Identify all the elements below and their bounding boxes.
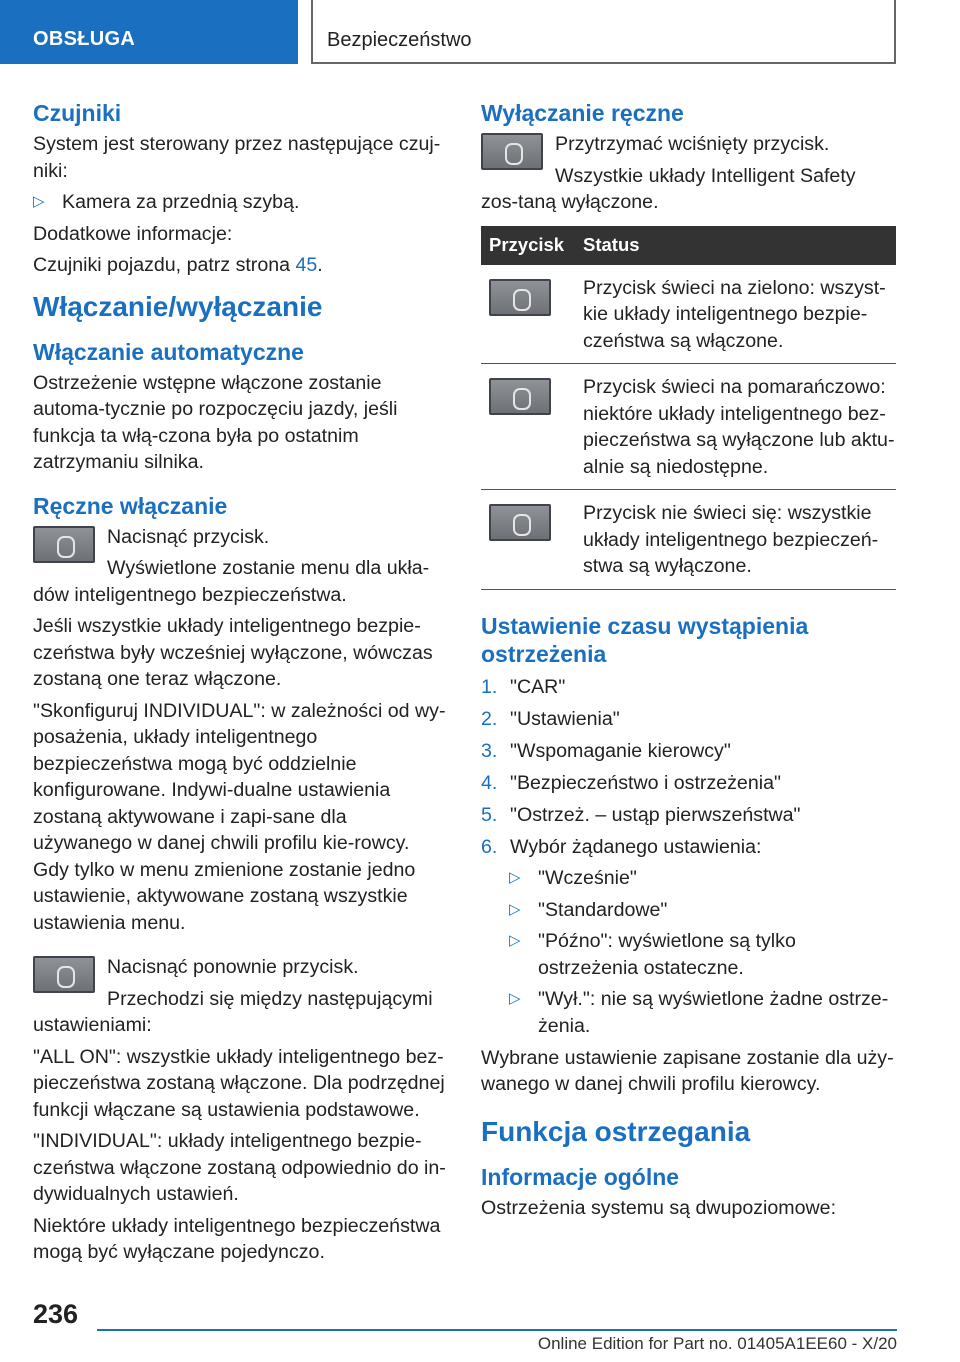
sensors-ref-text: Czujniki pojazdu, patrz strona: [33, 254, 296, 276]
manual-press: Nacisnąć przycisk.: [107, 525, 270, 548]
step-number: 6.: [481, 835, 498, 858]
table-header-row: [481, 226, 896, 265]
step-text: Wybór żądanego ustawienia:: [510, 835, 762, 858]
manual-p2: Jeśli wszystkie układy inteligentnego bezpie-czeństwa były wcześniej wyłączone, wówczas zostaną one teraz włączone.: [33, 615, 433, 690]
hold-row: [481, 131, 896, 216]
additional-info: Dodatkowe informacje:: [33, 222, 233, 245]
steps-list: [481, 674, 896, 1040]
general-text: Ostrzeżenia systemu są dwupoziomowe:: [481, 1196, 837, 1219]
manual-menu: Wyświetlone zostanie menu dla ukła-dów inteligentnego bezpieczeństwa.: [33, 557, 430, 606]
safety-button-off-icon: [489, 504, 551, 541]
safety-button-green-icon: [489, 279, 551, 316]
press-again-row: [33, 954, 448, 1039]
sensors-heading: Czujniki: [33, 100, 122, 126]
right-column: [481, 98, 896, 1226]
status-table: [481, 226, 896, 590]
step-text: "Ostrzeż. – ustąp pierwszeństwa": [510, 803, 801, 826]
auto-text: Ostrzeżenie wstępne włączone zostanie automa-tycznie po rozpoczęciu jazdy, jeśli funkcja ta włą-czona była po ostatnim zatrzymaniu silnika.: [33, 371, 398, 473]
list-item: [481, 986, 896, 1039]
switch-text: Przechodzi się między następującymi ustawieniami:: [33, 987, 433, 1036]
manual-heading: Ręczne włączanie: [33, 492, 228, 519]
table-cell-status: Przycisk nie świeci się: wszystkie układy inteligentnego bezpieczeń-stwa są wyłączone.: [583, 490, 896, 590]
triangle-bullet-icon: ▷: [509, 869, 521, 886]
step-text: "Bezpieczeństwo i ostrzeżenia": [510, 771, 781, 794]
table-row: [481, 265, 896, 364]
triangle-bullet-icon: ▷: [509, 932, 521, 949]
table-row: [481, 364, 896, 490]
step-number: 4.: [481, 771, 498, 794]
footer-divider: [97, 1329, 897, 1331]
table-header-button: Przycisk: [481, 226, 583, 265]
list-item: [481, 706, 896, 733]
header-section-label: OBSŁUGA: [33, 28, 136, 50]
step-text: "Wspomaganie kierowcy": [510, 739, 731, 762]
sensors-text: System jest sterowany przez następujące czuj-niki:: [33, 133, 441, 182]
step-number: 2.: [481, 707, 498, 730]
press-again: Nacisnąć ponownie przycisk.: [107, 956, 359, 978]
manual-press-row: [33, 524, 448, 609]
safety-button-icon: [481, 133, 543, 170]
options-list: [481, 865, 896, 1039]
safety-button-orange-icon: [489, 378, 551, 415]
step-number: 5.: [481, 803, 498, 826]
step-number: 3.: [481, 739, 498, 762]
off-heading: Wyłączanie ręczne: [481, 100, 684, 126]
list-item: [481, 834, 896, 1040]
all-on: "ALL ON": wszystkie układy inteligentnego bez-pieczeństwa zostaną włączone. Dla podrzędnej funkcji włączane są ustawienia podstawowe.: [33, 1045, 445, 1121]
manual-p3: "Skonfiguruj INDIVIDUAL": w zależności od wy-posażenia, układy inteligentnego bezpieczeństwa mogą być oddzielnie konfigurowane. Indywi-dualne ustawienia zostaną aktywowane i zapi-sane dla używanego w danej chwili profilu kie-rowcy. Gdy tylko w menu zmienione zostanie jedno ustawienie, aktywowane zostaną wszystkie ustawienia menu.: [33, 699, 446, 934]
time-heading: Ustawienie czasu wystąpienia ostrzeżenia: [481, 612, 809, 667]
saved-text: Wybrane ustawienie zapisane zostanie dla uży-wanego w danej chwili profilu kierowcy.: [481, 1046, 894, 1095]
header-title-box: [311, 0, 896, 64]
general-heading: Informacje ogólne: [481, 1163, 680, 1190]
list-item: [481, 674, 896, 701]
list-item: [481, 865, 896, 892]
all-off: Wszystkie układy Intelligent Safety zos-taną wyłączone.: [481, 164, 856, 213]
page-link-45[interactable]: 45: [295, 254, 318, 276]
step-number: 1.: [481, 675, 498, 698]
individual: "INDIVIDUAL": układy inteligentnego bezpie-czeństwa włączone zostaną odpowiednio do in-dywidualnych ustawień.: [33, 1130, 446, 1205]
option-text: "Wcześnie": [538, 867, 637, 889]
list-item: [481, 802, 896, 829]
triangle-bullet-icon: ▷: [509, 900, 521, 918]
warning-heading: Funkcja ostrzegania: [481, 1115, 751, 1147]
sensors-bullet: ▷ Kamera za przednią szybą.: [33, 189, 448, 216]
safety-button-icon: [33, 526, 95, 563]
option-text: "Standardowe": [538, 898, 668, 921]
page-number: 236: [33, 1299, 79, 1329]
table-cell-icon: [481, 364, 583, 490]
header-title: Bezpieczeństwo: [327, 29, 472, 51]
option-text: "Wył.": nie są wyświetlone żadne ostrze-żenia.: [538, 988, 889, 1037]
table-cell-status: Przycisk świeci na zielono: wszyst-kie układy inteligentnego bezpie-czeństwa są włączone.: [583, 265, 896, 364]
table-row: [481, 490, 896, 590]
list-item: [481, 928, 896, 981]
list-item: [481, 897, 896, 924]
list-item: [481, 770, 896, 797]
some-systems: Niektóre układy inteligentnego bezpieczeństwa mogą być wyłączane pojedynczo.: [33, 1214, 441, 1263]
onoff-heading: Włączanie/wyłączanie: [33, 290, 323, 322]
step-text: "CAR": [510, 675, 566, 698]
list-item: [481, 738, 896, 765]
table-cell-status: Przycisk świeci na pomarańczowo: niektóre układy inteligentnego bez-pieczeństwa są wyłączone lub aktu-alnie są niedostępne.: [583, 364, 896, 490]
triangle-bullet-icon: ▷: [509, 990, 521, 1007]
left-column: [33, 98, 448, 1271]
table-cell-icon: [481, 490, 583, 590]
hold-button: Przytrzymać wciśnięty przycisk.: [555, 133, 830, 155]
footer-edition: Online Edition for Part no. 01405A1EE60 - X/20: [537, 1334, 897, 1353]
sensors-ref-end: .: [317, 254, 323, 276]
auto-heading: Włączanie automatyczne: [33, 338, 304, 365]
table-cell-icon: [481, 265, 583, 364]
sensors-ref: [33, 252, 448, 279]
safety-button-icon: [33, 956, 95, 993]
option-text: "Późno": wyświetlone są tylko ostrzeżenia ostateczne.: [538, 930, 796, 979]
table-header-status: Status: [583, 226, 896, 265]
step-text: "Ustawienia": [510, 707, 620, 730]
header-section-tab: [0, 0, 298, 64]
